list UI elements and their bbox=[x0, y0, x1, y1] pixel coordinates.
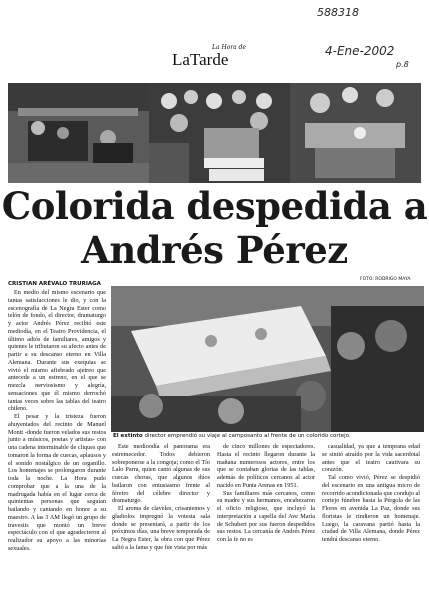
date-annotation: 4-Ene-2002 bbox=[325, 44, 395, 58]
newspaper-masthead bbox=[172, 44, 267, 70]
article-column-2 bbox=[112, 443, 210, 552]
paragraph: de cinco millones de espectadores. Hasta el recinto llegaron durante la mañana numerosos actores, entre los que se contaban glorias de las tablas, además de políticos cercanos al actor nacido en Punta Arenas en 1951. bbox=[217, 443, 315, 489]
funeral-photo-left bbox=[8, 83, 149, 183]
caption-text: director emprendió su viaje al camposanto al frente de un colorido cortejo. bbox=[144, 433, 351, 439]
paragraph: casualidad, ya que a temprana edad se sintió atraído por la vida sacerdotal antes que el teatro cautivara su corazón. bbox=[322, 443, 420, 474]
page-annotation: p.8 bbox=[396, 60, 409, 69]
funeral-photo-center bbox=[149, 83, 290, 183]
headline bbox=[0, 184, 429, 272]
article-column-4 bbox=[322, 443, 420, 544]
paragraph: El pesar y la tristeza fueron ahuyentados del recinto de Manuel Montt -donde fueron velados sus restos junto a músicos, poetas y artistas- con una cadena interminable de cliques que tomaron la forma de cuecas, aplausos y el sonido nostálgico de un organillo. Los homenajes se prolongaron durante toda la noche. La Hora pudo comprobar que a la una de la madrugada había en el lugar cerca de quinientas personas que seguían bailando y cantando en honor a su maestro. A las 3 AM llegó un grupo de travestis que montó un breve espectáculo con el que agradecieron al realizador su apoyo a las minorías sexuales. bbox=[8, 413, 106, 552]
caption-label: El extinto bbox=[113, 433, 143, 439]
article-column-1 bbox=[8, 289, 106, 553]
paragraph: Este medioodía el panorama era estremecedor. Todos debieron sobreponerse a la congoja; como el Tío Lalo Parra, quien cantó algunas de sus cuecas choras, que algunos dúos bailaron con entusiasmo frente al féretro del célebre director y dramaturgo. bbox=[112, 443, 210, 505]
id-number-annotation: 588318 bbox=[317, 6, 359, 19]
masthead-title: LaTarde bbox=[172, 50, 229, 69]
photo-credit: FOTO: RODRIGO MAYA bbox=[360, 277, 411, 282]
byline: CRISTIAN ARÉVALO TRURIAGA bbox=[8, 281, 101, 287]
funeral-photo-right bbox=[290, 83, 421, 183]
paragraph: Tal como vivió, Pérez se despidió del escenario en una antigua micro de recorrido acondicionada que condujo al cortejo fúnebre hasta la Pérgola de las Flores en avenida La Paz, donde sus floristas le rindieron un homenaje. Luego, la caravana partió hasta la ciudad de Villa Alemana, donde Pérez tendrá descanso eterno. bbox=[322, 474, 420, 543]
paragraph: El aroma de claveles, crisantemos y gladiolos impregnó la votesta sala donde se presentará, a partir de los próximos días, una breve temporada de La Negra Ester, la obra con que Pérez saltó a la fama y que fue vista por más bbox=[112, 505, 210, 551]
paragraph: Sus familiares más cercanos, como su madre y sus hermanos, encabezaron el oficio religioso, que incluyó la interpretación a capella del Ave María de Schubert por sus fueron despedidos sus restos. La cercanía de Andrés Pérez con la fe no es bbox=[217, 489, 315, 543]
coffin-carried-photo bbox=[111, 286, 424, 432]
photo-caption bbox=[113, 433, 423, 439]
masthead-small-text: La Hora de bbox=[212, 44, 247, 51]
article-column-3 bbox=[217, 443, 315, 544]
paragraph: En medio del mismo escenario que tantas satisfacciones le dio, y con la escenografía de La Negra Ester como telón de fondo, el director, dramaturgo y actor Andrés Pérez recibió este mediodía, en el Teatro Providencia, el último adiós de familiares, amigos y quienes le tributaron su afecto antes de partir a su descanso eterno en Villa Alemana. Durante sus exequias se vivió el mismo afiebrado ajetreo que antecede a un estreno, en el que se mezcla nerviosismo y alegría, sensaciones que él mismo derrochó tantas veces sobre las tablas del teatro chileno. bbox=[8, 289, 106, 413]
headline-line-2: Andrés Pérez bbox=[81, 228, 348, 272]
headline-line-1: Colorida despedida a bbox=[1, 184, 428, 228]
